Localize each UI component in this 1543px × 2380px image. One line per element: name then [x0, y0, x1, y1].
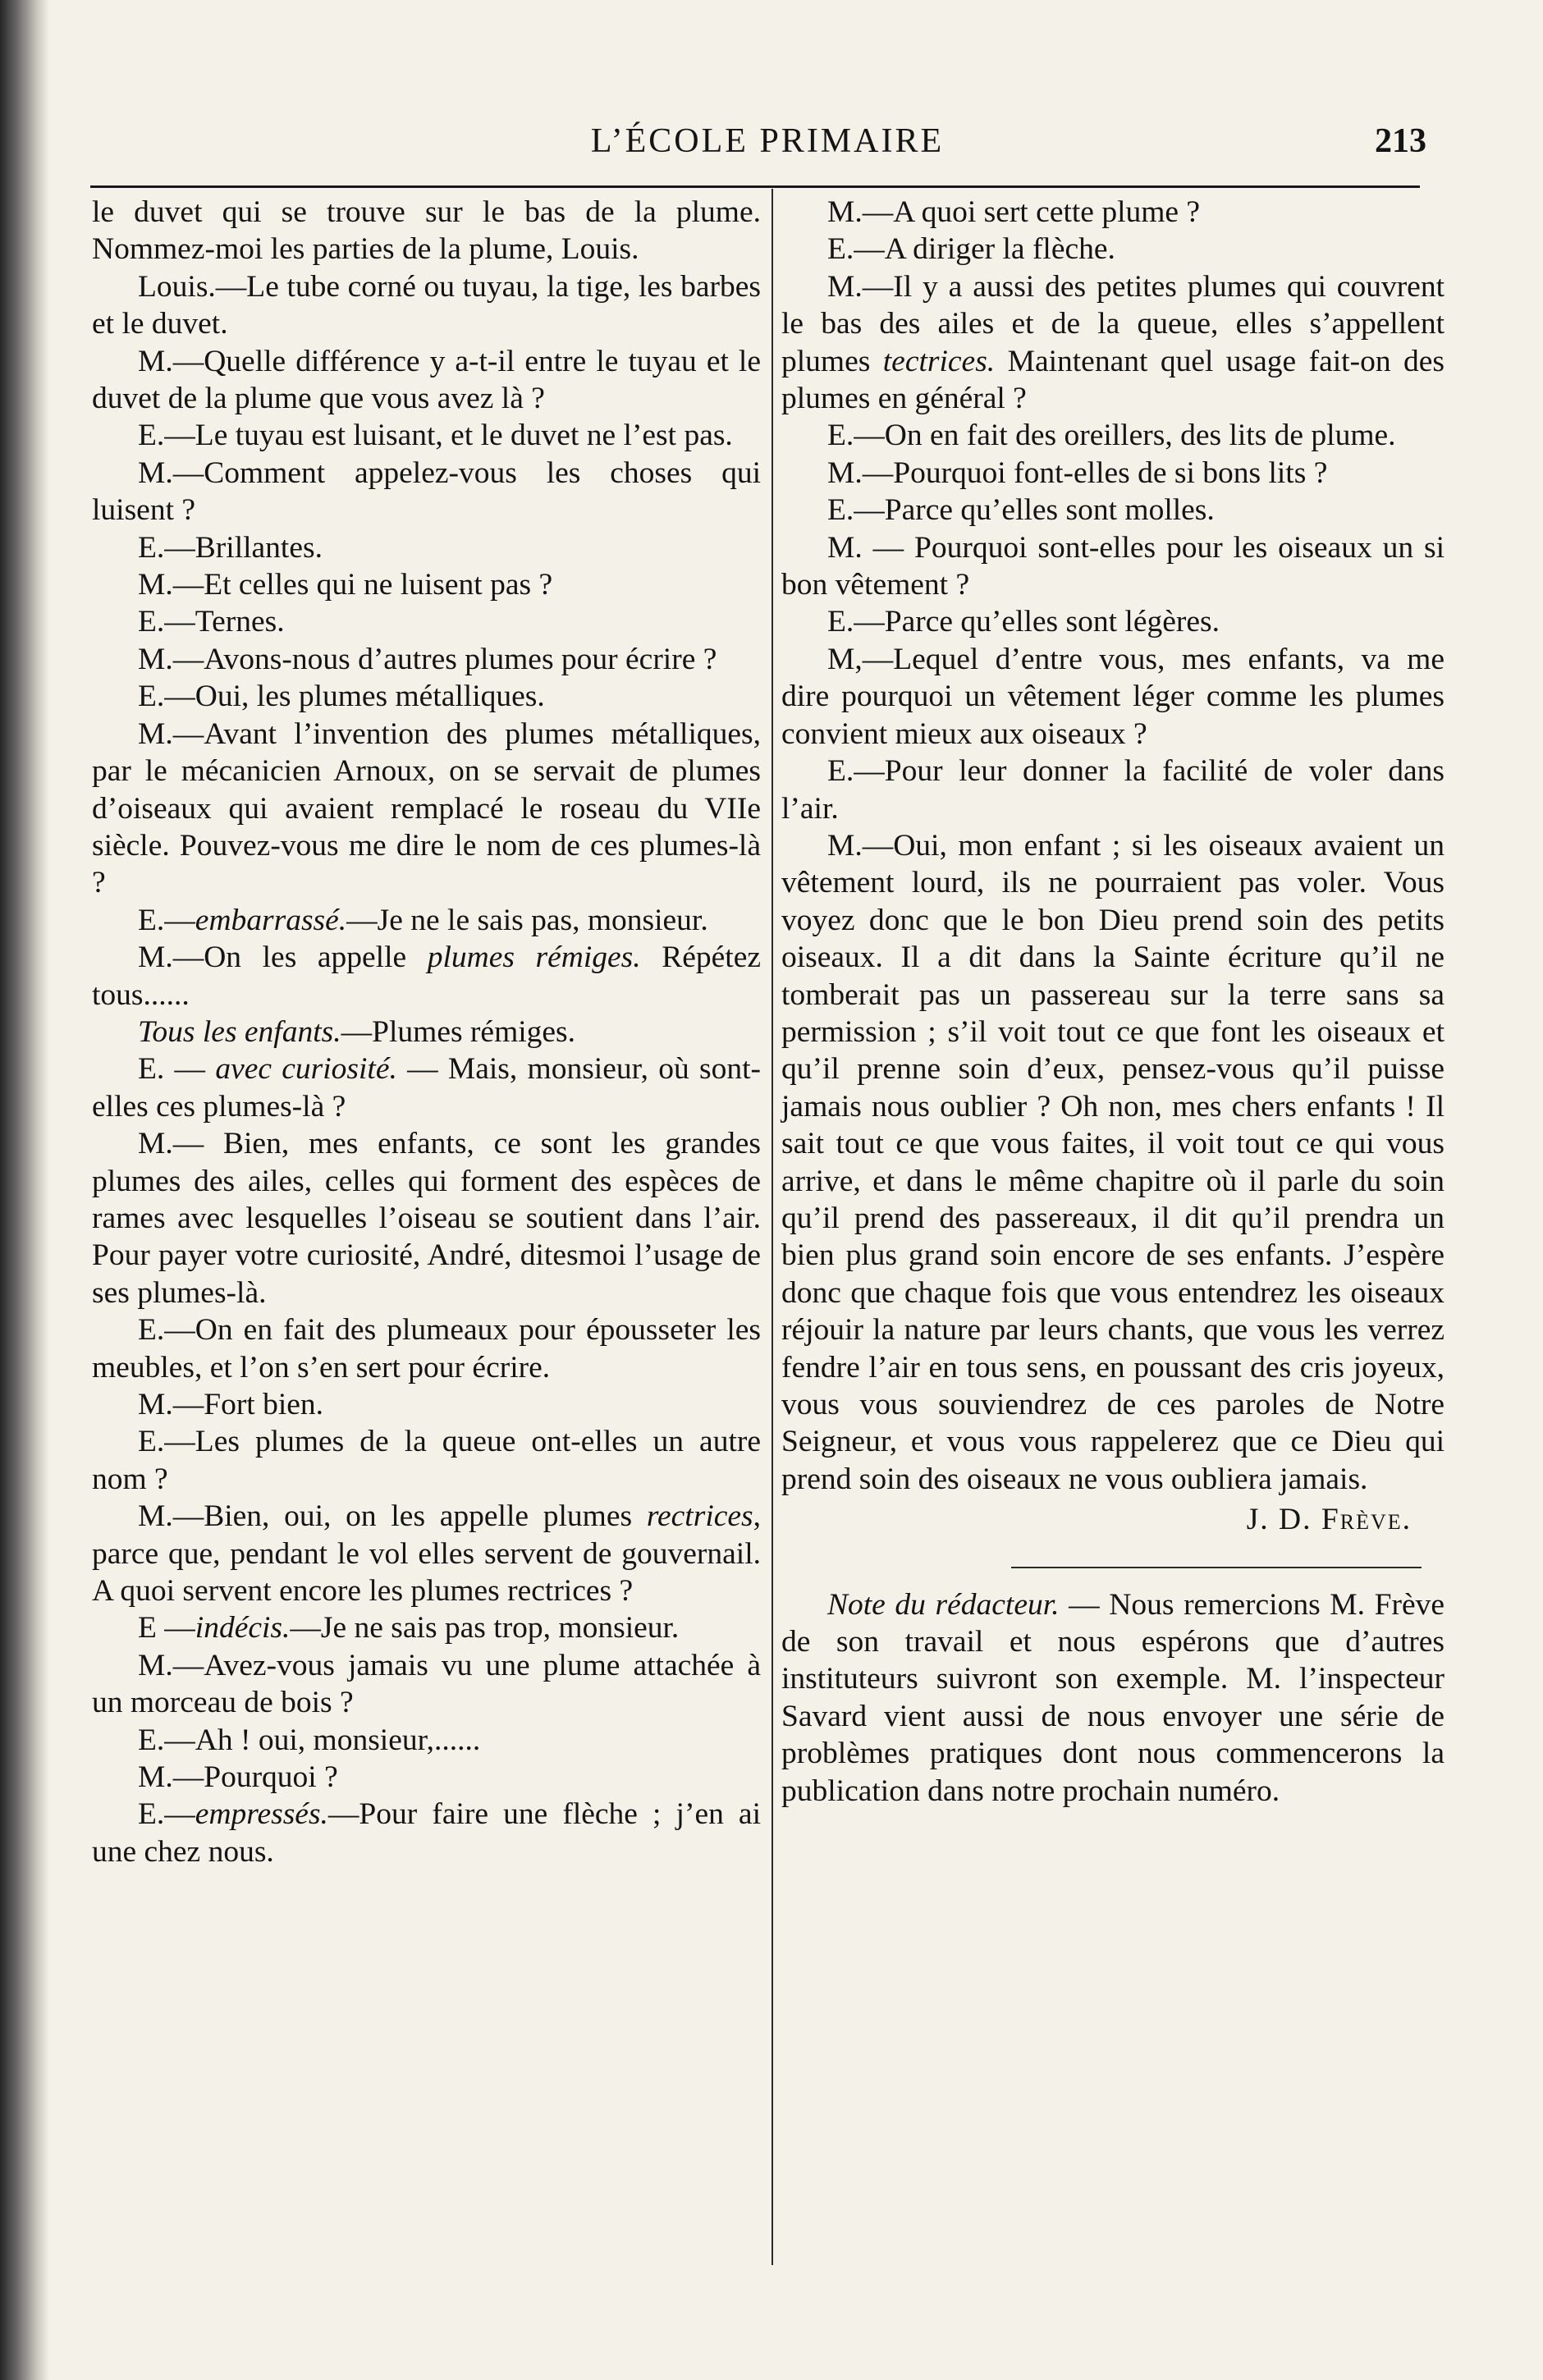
text-run: M. — Pourquoi sont-elles pour les oiseaux un si bon vêtement ? — [781, 530, 1445, 602]
running-title: L’ÉCOLE PRIMAIRE — [590, 122, 945, 160]
dialogue-paragraph — [781, 455, 1445, 492]
author-signature — [781, 1501, 1445, 1538]
header-rule — [90, 185, 1420, 188]
dialogue-paragraph — [92, 1722, 761, 1759]
dialogue-paragraph — [781, 492, 1445, 529]
text-run: E.—On en fait des oreillers, des lits de plume. — [827, 419, 1396, 453]
left-column — [92, 194, 761, 1870]
dialogue-paragraph — [92, 1423, 761, 1498]
text-run: Louis.—Le tube corné ou tuyau, la tige, les barbes et le duvet. — [92, 269, 761, 341]
text-run: M.—Et celles qui ne luisent pas ? — [138, 568, 553, 602]
dialogue-paragraph — [92, 343, 761, 418]
dialogue-paragraph — [92, 1050, 761, 1125]
dialogue-paragraph — [92, 1647, 761, 1722]
text-run: M.—Comment appelez-vous les choses qui luisent ? — [92, 455, 761, 528]
text-run: M.—Fort bien. — [138, 1388, 324, 1421]
dialogue-paragraph — [92, 678, 761, 715]
text-run: M.—Avons-nous d’autres plumes pour écrire ? — [138, 642, 717, 676]
text-run: M.—A quoi sert cette plume ? — [827, 195, 1201, 229]
page-number: 213 — [1375, 122, 1426, 160]
text-run: E — — [138, 1611, 195, 1645]
text-run: E. — — [138, 1052, 216, 1087]
text-run: E.—Parce qu’elles sont légères. — [827, 605, 1220, 639]
text-run: E.—Parce qu’elles sont molles. — [827, 493, 1215, 528]
text-run: M.—Il y a aussi des petites plumes qui couvrent le bas des ailes et de la queue, elles s’appellent plumes — [781, 269, 1445, 378]
dialogue-paragraph — [781, 529, 1445, 604]
dialogue-paragraph — [92, 194, 761, 268]
text-run: E.—A diriger la flèche. — [827, 232, 1115, 267]
text-run: Répétez tous...... — [92, 941, 761, 1012]
text-run: —Plumes rémiges. — [341, 1014, 576, 1049]
text-run: — Mais, monsieur, où sont-elles ces plumes-là ? — [92, 1052, 761, 1124]
text-run: E.—Oui, les plumes métalliques. — [138, 680, 545, 714]
note-separator — [1011, 1567, 1422, 1568]
dialogue-paragraph — [92, 1796, 761, 1870]
text-run: , parce que, pendant le vol elles servent de gouvernail. A quoi servent encore les plumes rectrices ? — [92, 1499, 761, 1609]
dialogue-paragraph — [92, 902, 761, 939]
dialogue-paragraph — [781, 603, 1445, 640]
dialogue-paragraph — [92, 1386, 761, 1423]
italic-text: embarrassé. — [195, 903, 347, 937]
text-run: E.—Les plumes de la queue ont-elles un autre nom ? — [92, 1425, 761, 1496]
italic-text: indécis. — [195, 1611, 291, 1645]
dialogue-paragraph — [781, 753, 1445, 827]
page-binding-shadow — [0, 0, 49, 2380]
text-run: M.—Avant l’invention des plumes métalliques, par le mécanicien Arnoux, on se servait de plumes d’oiseaux qui avaient remplacé le roseau du VIIe siècle. Pouvez-vous me dire le nom de ces plumes-là ? — [92, 716, 761, 900]
dialogue-paragraph — [92, 641, 761, 678]
dialogue-paragraph — [92, 1311, 761, 1386]
text-run: E.—Pour leur donner la facilité de voler dans l’air. — [781, 754, 1445, 826]
dialogue-paragraph — [92, 716, 761, 902]
dialogue-paragraph — [781, 641, 1445, 753]
dialogue-paragraph — [92, 1125, 761, 1311]
dialogue-paragraph — [92, 417, 761, 454]
text-run: — Nous remercions M. Frève de son travail et nous espérons que d’autres instituteurs suivront son exemple. M. l’inspecteur Savard vient aussi de nous envoyer une série de problèmes pratiques dont nous commencerons la publication dans notre prochain numéro. — [781, 1587, 1445, 1808]
dialogue-paragraph — [781, 417, 1445, 454]
dialogue-paragraph — [92, 1609, 761, 1646]
page-header — [90, 121, 1445, 179]
text-run: E.—On en fait des plumeaux pour épousseter les meubles, et l’on s’en sert pour écrire. — [92, 1313, 761, 1385]
column-divider — [772, 189, 773, 2265]
text-run: E.—Le tuyau est luisant, et le duvet ne l’est pas. — [138, 419, 733, 453]
italic-text: Tous les enfants. — [138, 1014, 341, 1049]
text-run: M.—Quelle différence y a-t-il entre le tuyau et le duvet de la plume que vous avez là ? — [92, 344, 761, 416]
dialogue-paragraph — [92, 455, 761, 529]
italic-text: Note du rédacteur. — [827, 1587, 1060, 1622]
text-run: M.—Avez-vous jamais vu une plume attachée à un morceau de bois ? — [92, 1648, 761, 1720]
text-run: M.— Bien, mes enfants, ce sont les grandes plumes des ailes, celles qui forment des espèces de rames avec lesquelles l’oiseau se soutient dans l’air. Pour payer votre curiosité, André, ditesmoi l’usage de ses plumes-là. — [92, 1127, 761, 1310]
dialogue-paragraph — [781, 268, 1445, 418]
text-run: M.—On les appelle — [138, 941, 428, 975]
dialogue-paragraph — [92, 603, 761, 640]
text-run: M.—Bien, oui, on les appelle plumes — [138, 1499, 647, 1534]
text-run: E.—Brillantes. — [138, 530, 323, 565]
text-run: M,—Lequel d’entre vous, mes enfants, va me dire pourquoi un vêtement léger comme les plumes convient mieux aux oiseaux ? — [781, 642, 1445, 751]
italic-text: rectrices — [646, 1499, 753, 1534]
text-run: —Je ne sais pas trop, monsieur. — [290, 1611, 680, 1645]
dialogue-paragraph — [781, 231, 1445, 268]
dialogue-paragraph — [92, 939, 761, 1014]
text-run: E.— — [138, 903, 195, 937]
italic-text: tectrices. — [882, 344, 996, 378]
text-run: Maintenant quel usage fait-on des plumes en général ? — [781, 344, 1445, 416]
text-run: —Je ne le sais pas, monsieur. — [346, 903, 708, 937]
dialogue-paragraph — [92, 1759, 761, 1796]
text-run: M.—Oui, mon enfant ; si les oiseaux avaient un vêtement lourd, ils ne pourraient pas voler. Vous voyez donc que le bon Dieu prend soin des petits oiseaux. Il a dit dans la Sainte écriture qu’il ne tomberait pas un passereau sur la terre sans sa permission ; s’il voit tout ce que font les oiseaux et qu’il prenne soin d’eux, pensez-vous qu’il puisse jamais nous oublier ? Oh non, mes chers enfants ! Il sait tout ce que vous faites, il voit tout ce qui vous arrive, et dans le même chapitre où il parle du soin qu’il prend des passereaux, il dit qu’il prendra un bien plus grand soin encore de ses enfants. J’espère donc que chaque fois que vous entendrez les oiseaux réjouir la nature par leurs chants, que vous les verrez fendre l’air en tous sens, en poussant des cris joyeux, vous vous souviendrez de ces paroles de Notre Seigneur, et vous vous rappelerez que ce Dieu qui prend soin des oiseaux ne vous oubliera jamais. — [781, 828, 1445, 1496]
text-run: J. D. Frève. — [1246, 1503, 1412, 1537]
text-run: E.—Ah ! oui, monsieur,...... — [138, 1723, 481, 1757]
text-run: le duvet qui se trouve sur le bas de la plume. Nommez-moi les parties de la plume, Louis. — [92, 195, 761, 267]
dialogue-paragraph — [781, 827, 1445, 1498]
text-run: E.—Ternes. — [138, 605, 285, 639]
text-run: —Pour faire une flèche ; j’en ai une chez nous. — [92, 1797, 761, 1869]
italic-text: plumes rémiges. — [427, 941, 641, 975]
dialogue-paragraph — [781, 194, 1445, 231]
dialogue-paragraph — [92, 529, 761, 566]
editor-note — [781, 1586, 1445, 1810]
italic-text: empressés. — [195, 1797, 328, 1832]
dialogue-paragraph — [92, 566, 761, 603]
dialogue-paragraph — [92, 268, 761, 343]
italic-text: avec curiosité. — [215, 1052, 397, 1087]
text-run: E.— — [138, 1797, 195, 1832]
dialogue-paragraph — [92, 1014, 761, 1050]
text-run: M.—Pourquoi font-elles de si bons lits ? — [827, 455, 1328, 490]
dialogue-paragraph — [92, 1498, 761, 1609]
text-run: M.—Pourquoi ? — [138, 1760, 338, 1795]
right-column — [781, 194, 1445, 1810]
